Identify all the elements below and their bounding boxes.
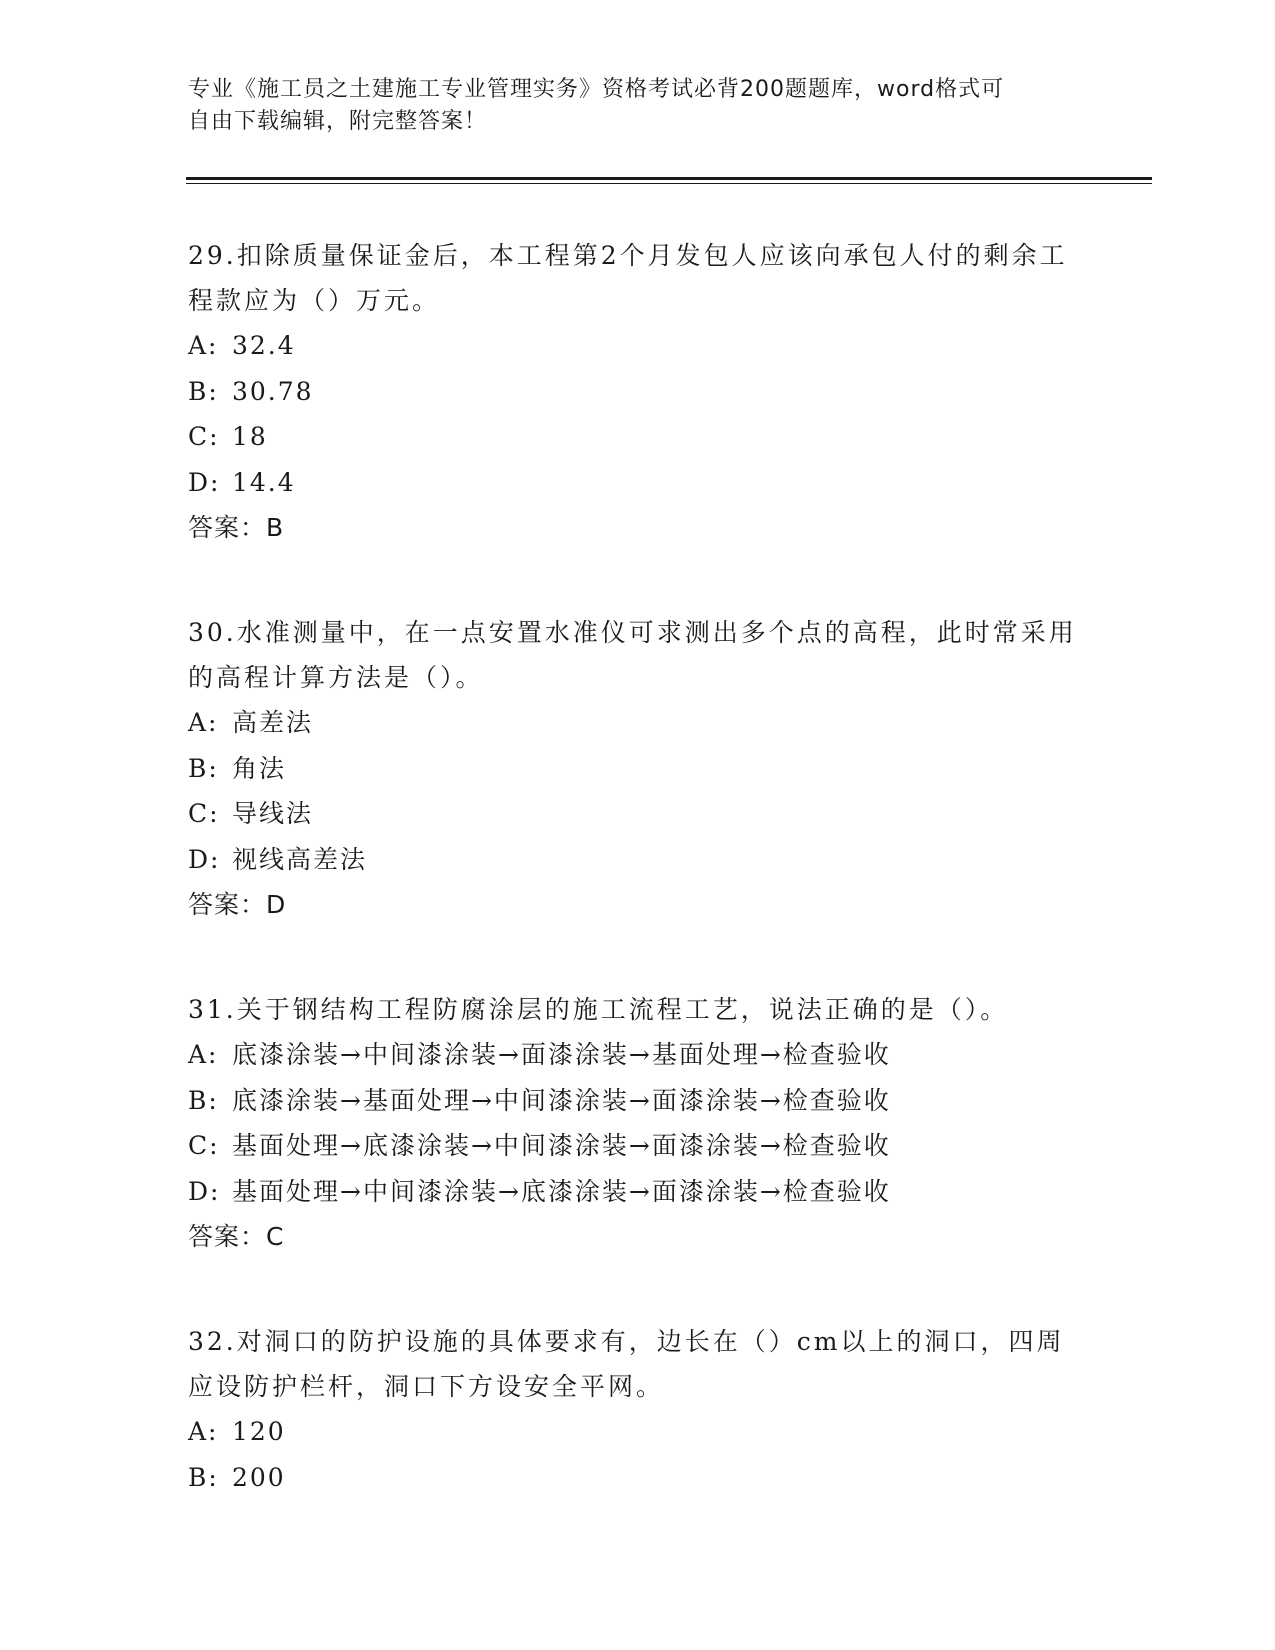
- option-key: A:: [188, 708, 219, 737]
- option-c: [188, 791, 1088, 837]
- header-divider-thin: [186, 183, 1152, 184]
- option-text: 18: [232, 422, 268, 451]
- header-divider-thick: [186, 177, 1152, 180]
- option-key: C:: [188, 1131, 220, 1160]
- option-a: [188, 1409, 1088, 1455]
- option-d: [188, 837, 1088, 883]
- question-stem: 29.扣除质量保证金后，本工程第2个月发包人应该向承包人付的剩余工程款应为（）万元。: [188, 241, 1068, 315]
- option-key: D:: [188, 844, 221, 874]
- option-key: B:: [188, 1462, 219, 1492]
- option-b: [188, 369, 1088, 415]
- option-key: B:: [188, 1085, 219, 1115]
- option-a: [188, 323, 1088, 369]
- option-d: [188, 460, 1088, 506]
- option-text: 30.78: [232, 376, 314, 406]
- option-b: [188, 1078, 1088, 1124]
- question-list: [188, 233, 1088, 1560]
- option-key: C:: [188, 799, 220, 828]
- question-stem: 31.关于钢结构工程防腐涂层的施工流程工艺，说法正确的是（）。: [188, 995, 1009, 1024]
- option-text: 角法: [232, 753, 287, 783]
- option-c: [188, 414, 1088, 460]
- option-b: [188, 1455, 1088, 1501]
- option-key: A:: [188, 1040, 219, 1069]
- option-text: 高差法: [232, 708, 314, 737]
- question-stem: 30.水准测量中，在一点安置水准仪可求测出多个点的高程，此时常采用的高程计算方法是（）。: [188, 618, 1077, 692]
- question-stem: 32.对洞口的防护设施的具体要求有，边长在（）cm以上的洞口，四周应设防护栏杆，洞口下方设安全平网。: [188, 1327, 1065, 1401]
- option-d: [188, 1169, 1088, 1215]
- option-text: 底漆涂装→基面处理→中间漆涂装→面漆涂装→检查验收: [232, 1085, 891, 1115]
- option-text: 14.4: [232, 467, 296, 497]
- option-text: 底漆涂装→中间漆涂装→面漆涂装→基面处理→检查验收: [232, 1040, 891, 1069]
- option-b: [188, 746, 1088, 792]
- option-key: A:: [188, 1417, 219, 1446]
- option-key: B:: [188, 376, 219, 406]
- header-title-line-2: 自由下载编辑，附完整答案！: [188, 109, 488, 134]
- option-text: 导线法: [232, 799, 314, 828]
- option-a: [188, 1032, 1088, 1078]
- document-header: [188, 74, 1068, 138]
- option-key: A:: [188, 331, 219, 360]
- option-key: C:: [188, 422, 220, 451]
- option-text: 基面处理→底漆涂装→中间漆涂装→面漆涂装→检查验收: [232, 1131, 891, 1160]
- option-text: 32.4: [232, 331, 296, 360]
- option-key: D:: [188, 1176, 221, 1206]
- option-text: 基面处理→中间漆涂装→底漆涂装→面漆涂装→检查验收: [232, 1176, 891, 1206]
- answer-line: 答案：B: [188, 513, 285, 542]
- answer-line: 答案：D: [188, 890, 287, 919]
- option-text: 200: [232, 1462, 286, 1492]
- question-31: [188, 987, 1088, 1259]
- option-key: D:: [188, 467, 221, 497]
- option-text: 视线高差法: [232, 844, 368, 874]
- option-key: B:: [188, 753, 219, 783]
- question-30: [188, 610, 1088, 927]
- option-c: [188, 1123, 1088, 1169]
- option-a: [188, 700, 1088, 746]
- question-32: [188, 1319, 1088, 1500]
- header-title-line-1: 专业《施工员之土建施工专业管理实务》资格考试必背200题题库，word格式可: [188, 77, 1005, 102]
- question-29: [188, 233, 1088, 550]
- answer-line: 答案：C: [188, 1222, 285, 1251]
- option-text: 120: [232, 1417, 286, 1446]
